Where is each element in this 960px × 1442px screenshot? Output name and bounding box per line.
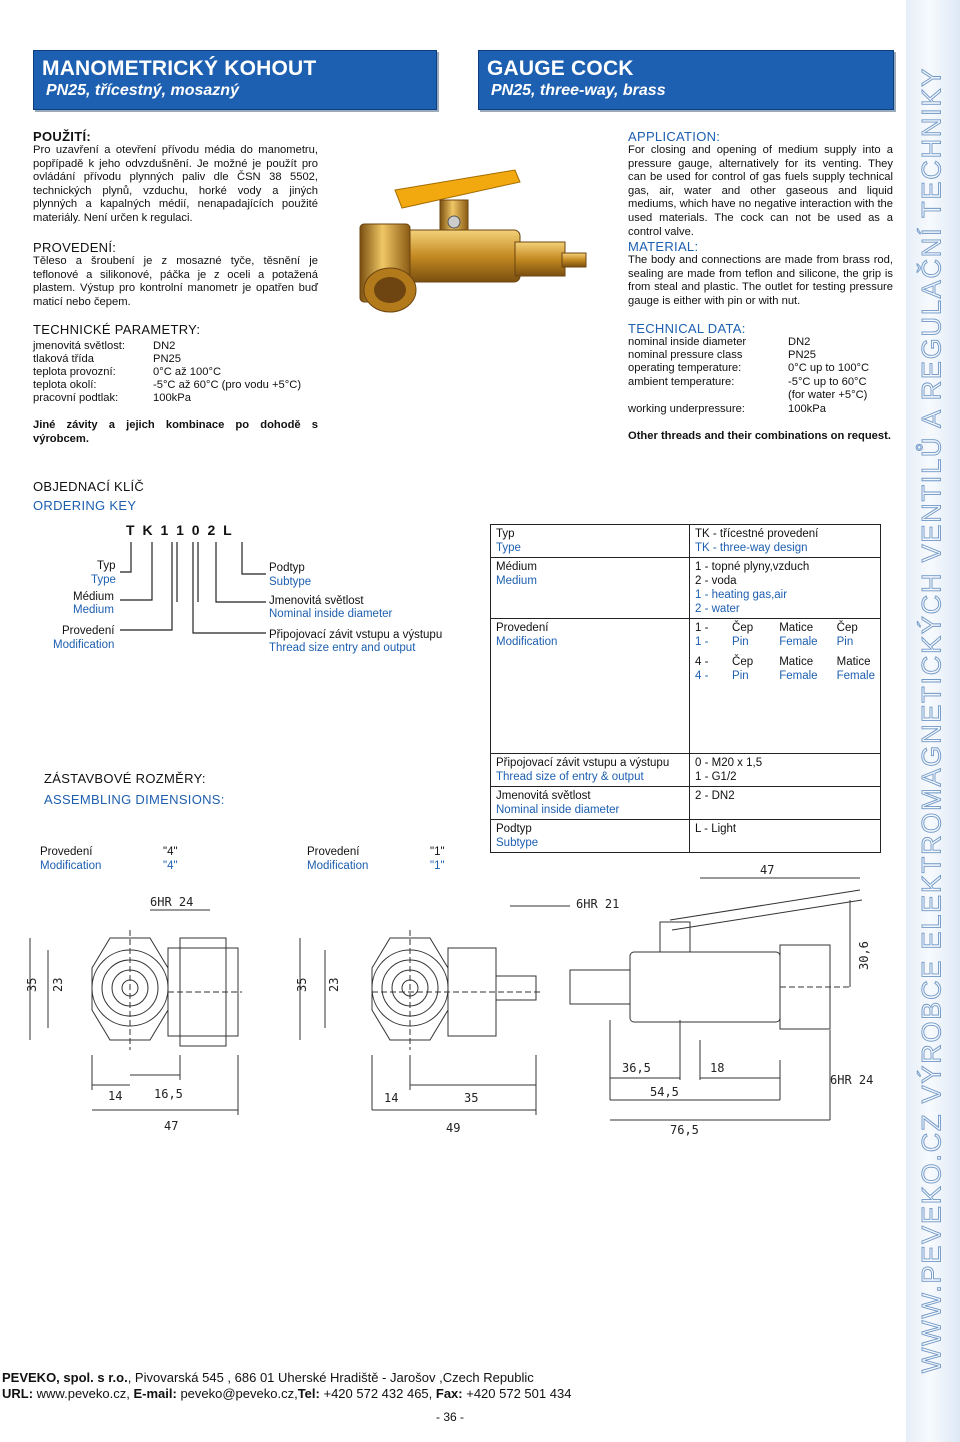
en-param-key: nominal inside diameter [628,336,747,348]
table-cell: Thread size of entry & output [496,771,644,783]
footer-address [2,1370,534,1385]
footer-url-label: URL: [2,1386,34,1401]
en-param-value: PN25 [788,349,816,361]
en-param-value: -5°C up to 60°C [788,376,867,388]
footer-tel-label: Tel: [297,1386,320,1401]
table-cell: Type [496,542,521,554]
table-cell: Čep [836,622,858,634]
dim-365: 36,5 [622,1061,651,1075]
drawing-mod-1 [280,880,620,1140]
mod-label-en: Modification [307,860,369,872]
table-cell: 1 - topné plyny,vzduch [695,561,810,573]
mod-label-en: Modification [40,860,102,872]
mod-label-cz: Provedení [307,846,360,858]
table-cell: 4 - [695,656,709,668]
key-left-cz: Typ [97,560,116,572]
key-left-en: Type [91,574,116,586]
table-cell: 1 - [695,622,709,634]
dim-35: 35 [295,977,309,992]
dim-765: 76,5 [670,1123,699,1137]
table-cell: Připojovací závit vstupu a výstupu [496,757,670,769]
table-cell: Provedení [496,622,549,634]
table-cell: L - Light [695,823,737,835]
table-cell: 2 - water [695,603,740,615]
cz-param-key: teplota okolí: [33,379,97,391]
table-cell: Jmenovitá světlost [496,790,591,802]
table-row [491,525,881,558]
key-right-en: Thread size entry and output [269,642,416,654]
dim-23: 23 [51,977,65,992]
sidebar-text: WWW.PEVEKO.CZ VÝROBCE ELEKTROMAGNETICKÝCH VENTILŮ A REGULAČNÍ TECHNIKY [916,66,947,1374]
mod-value: "4" [163,860,178,872]
gauge-cock-photo [340,160,610,330]
table-cell: Médium [496,561,537,573]
footer-contacts [2,1386,571,1401]
ordering-key-title-en: ORDERING KEY [33,498,137,513]
table-row [491,754,881,787]
ordering-key-title-cz: OBJEDNACÍ KLÍČ [33,479,145,494]
footer-fax-label: Fax: [435,1386,463,1401]
table-cell: Medium [496,575,537,587]
cz-param-value: 100kPa [153,392,191,404]
ordering-table [490,524,881,853]
header-en-title: GAUGE COCK [487,57,634,80]
cz-param-key: pracovní podtlak: [33,392,119,404]
mod-value: "1" [430,860,445,872]
key-left-en: Modification [53,639,115,651]
footer-email-label: E-mail: [133,1386,177,1401]
drawing-side-view [550,860,900,1140]
table-cell: Podtyp [496,823,532,835]
table-cell: 1 - G1/2 [695,771,737,783]
table-cell: Typ [496,528,515,540]
footer-email[interactable]: peveko@peveko.cz, [176,1386,298,1401]
cz-param-value: DN2 [153,340,176,352]
dim-306: 30,6 [857,941,871,970]
table-cell: Matice [836,656,871,668]
ordering-key-lines [100,540,280,650]
table-cell: TK - three-way design [695,542,808,554]
footer-fax: +420 572 501 434 [462,1386,572,1401]
table-cell: Nominal inside diameter [496,804,620,816]
cz-use-text: Pro uzavření a otevření přívodu média do manometru, popřípadě k jeho odvzdušnění. Je možné je použít pro ovládání přívodu plynných paliv dle ČSN 38 5502, technických plynů, vzduchu, horké vody a jiných plynných a kapalných médií, nenapadajících použité materiály. Není určen k regulaci. [33,144,318,224]
key-right-cz: Jmenovitá světlost [269,595,364,607]
ordering-code: T K 1 1 0 2 L [126,522,234,538]
key-right-en: Subtype [269,576,312,588]
en-param-value: (for water +5°C) [788,389,868,401]
en-param-key: nominal pressure class [628,349,743,361]
cz-design-text: Těleso a šroubení je z mosazné tyče, těsnění je teflonové a silikonové, páčka je z oceli a potažená plastem. Výstup pro kontrolní manometr je opatřen buď maticí nebo čepem. [33,255,318,308]
dim-14: 14 [384,1091,399,1105]
en-material-heading: MATERIAL: [628,239,699,254]
en-tech-heading: TECHNICAL DATA: [628,321,746,336]
table-cell: 1 - [695,636,709,648]
dim-47: 47 [164,1119,179,1133]
dim-35: 35 [25,977,39,992]
dim-hex: 6HR 21 [576,897,620,911]
cz-param-value: 0°C až 100°C [153,366,222,378]
en-application-text: For closing and opening of medium supply into a pressure gauge, alternatively for its venting. They can be used for control of gas fuels supply technical gas, air, water and other gaseous and liquid mediums, which have no negative interaction with the used materials. The cock can not be used as a control valve. [628,144,893,238]
key-left-cz: Médium [73,591,114,603]
cz-use-heading: POUŽITÍ: [33,129,92,144]
header-cz-title: MANOMETRICKÝ KOHOUT [42,57,317,80]
modification-grid [695,621,875,683]
dim-23: 23 [327,977,341,992]
dims-title-en: ASSEMBLING DIMENSIONS: [44,792,225,807]
table-cell: Pin [732,670,749,682]
table-cell: Pin [732,636,749,648]
table-cell: Subtype [496,837,539,849]
en-param-key: working underpressure: [628,403,745,415]
key-right-en: Nominal inside diameter [269,608,393,620]
key-right-cz: Podtyp [269,562,305,574]
table-cell: 2 - DN2 [695,790,735,802]
cz-param-value: PN25 [153,353,181,365]
cz-param-value: -5°C až 60°C (pro vodu +5°C) [153,379,302,391]
header-cz [33,50,437,110]
cz-design-heading: PROVEDENÍ: [33,240,117,255]
mod-value: "4" [163,846,178,858]
page-number: - 36 - [436,1410,465,1424]
table-row [491,619,881,754]
dim-545: 54,5 [650,1085,679,1099]
table-cell: 2 - voda [695,575,737,587]
header-en-subtitle: PN25, three-way, brass [491,82,666,99]
table-cell: Matice [779,656,814,668]
drawing-mod-4 [20,880,260,1140]
dim-hex: 6HR 24 [150,895,194,909]
en-other-threads: Other threads and their combinations on request. [628,430,891,442]
table-cell: TK - třícestné provedení [695,528,819,540]
dim-47: 47 [760,863,775,877]
table-cell: 0 - M20 x 1,5 [695,757,763,769]
table-cell: Matice [779,622,814,634]
table-cell: Modification [496,636,558,648]
en-application-heading: APPLICATION: [628,129,721,144]
key-left-en: Medium [73,604,114,616]
table-row [491,558,881,619]
table-cell: 1 - heating gas,air [695,589,788,601]
header-en [478,50,894,110]
cz-params-heading: TECHNICKÉ PARAMETRY: [33,322,201,337]
table-cell: Female [779,636,818,648]
en-material-text: The body and connections are made from brass rod, sealing are made from teflon and silicone, the grip is from steal and plastic. The outlet for testing pressure gauge is either with pin or with nut. [628,254,893,307]
footer-address-text: , Pivovarská 545 , 686 01 Uherské Hradiště - Jarošov ,Czech Republic [127,1370,534,1385]
table-cell: Female [836,670,875,682]
en-param-key: operating temperature: [628,362,742,374]
key-right-cz: Připojovací závit vstupu a výstupu [269,629,443,641]
dim-35b: 35 [464,1091,479,1105]
table-cell: Female [779,670,818,682]
dim-165: 16,5 [154,1087,183,1101]
dim-hex: 6HR 24 [830,1073,874,1087]
table-cell: Pin [836,636,854,648]
table-cell: Čep [732,622,754,634]
table-cell: 4 - [695,670,709,682]
table-row [491,787,881,820]
en-param-value: 0°C up to 100°C [788,362,870,374]
key-left-cz: Provedení [62,625,115,637]
table-cell: Čep [732,656,754,668]
footer-url[interactable]: www.peveko.cz, [33,1386,134,1401]
dim-49: 49 [446,1121,461,1135]
en-param-key: ambient temperature: [628,376,735,388]
footer-tel: +420 572 432 465, [319,1386,436,1401]
mod-label-cz: Provedení [40,846,93,858]
cz-param-key: tlaková třída [33,353,94,365]
table-row [491,820,881,853]
dims-title-cz: ZÁSTAVBOVÉ ROZMĚRY: [44,771,206,786]
cz-param-key: teplota provozní: [33,366,116,378]
footer-company: PEVEKO, spol. s r.o. [2,1370,128,1385]
dim-18: 18 [710,1061,725,1075]
header-cz-subtitle: PN25, třícestný, mosazný [46,82,239,99]
cz-param-key: jmenovitá světlost: [33,340,126,352]
dim-14: 14 [108,1089,123,1103]
en-param-value: DN2 [788,336,811,348]
mod-value: "1" [430,846,445,858]
cz-other-threads: Jiné závity a jejich kombinace po dohodě s výrobcem. [33,419,318,445]
en-param-value: 100kPa [788,403,826,415]
